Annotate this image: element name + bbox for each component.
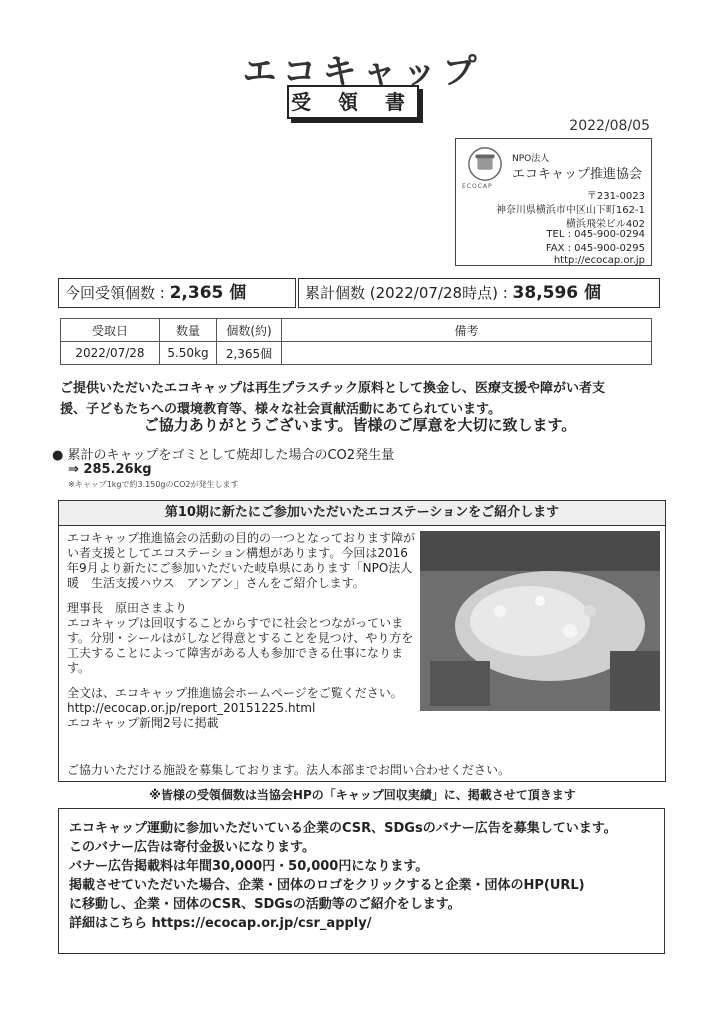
station-readmore: 全文は、エコキャップ推進協会ホームページをご覧ください。	[67, 686, 403, 700]
banner-line1: エコキャップ運動に参加いただいている企業のCSR、SDGsのバナー広告を募集しています。	[69, 821, 617, 836]
this-count-label: 今回受領個数 :	[65, 284, 170, 302]
org-address2: 横浜飛栄ビル402	[565, 219, 645, 230]
table-header-row	[61, 319, 652, 342]
banner-line4: 掲載させていただいた場合、企業・団体のロゴをクリックすると企業・団体のHP(URL)	[69, 878, 585, 893]
row-weight: 5.50kg	[160, 342, 217, 365]
org-tel: TEL : 045-900-0294	[546, 229, 645, 240]
eco-station-section	[58, 500, 666, 782]
header-count: 個数(約)	[217, 319, 282, 342]
org-name: エコキャップ推進協会	[512, 167, 643, 182]
org-address1: 神奈川県横浜市中区山下町162-1	[495, 205, 645, 216]
bottle-caps-photo	[420, 531, 660, 711]
total-count-label: 累計個数 (2022/07/28時点) :	[305, 284, 513, 302]
banner-line3: バナー広告掲載料は年間30,000円・50,000円になります。	[69, 859, 429, 874]
station-link[interactable]: http://ecocap.or.jp/report_20151225.html	[67, 701, 316, 715]
banner-line2: このバナー広告は寄付金扱いになります。	[69, 840, 315, 855]
station-quote-title: 理事長 原田さまより	[67, 601, 188, 615]
header-weight: 数量	[160, 319, 217, 342]
this-count-box	[58, 278, 296, 308]
total-count-value: 38,596 個	[512, 283, 602, 303]
org-postal: 〒231-0023	[586, 191, 645, 202]
ecocap-logo-icon	[466, 145, 504, 183]
page-title: エコキャップ	[242, 52, 483, 92]
station-paragraph: エコキャップ推進協会の活動の目的の一つとなっております障がい者支援としてエコステーション構想があります。今回は2016年9月より新たにご参加いただいた岐阜県にあります「NPO法人暖 生活支援ハウス アンアン」さんをご紹介します。	[67, 531, 416, 590]
results-note: ※皆様の受領個数は当協会HPの「キャップ回収実績」に、掲載させて頂きます	[149, 788, 576, 802]
org-type: NPO法人	[512, 154, 550, 164]
table-row	[61, 342, 652, 365]
org-info-box	[455, 138, 652, 266]
intro-line1: ご提供いただいたエコキャップは再生プラスチック原料として換金し、医療支援や障がい者支	[60, 381, 605, 396]
receipt-subtitle: 受 領 書	[287, 85, 419, 119]
station-newspaper: エコキャップ新聞2号に掲載	[67, 716, 219, 730]
receipt-table	[60, 318, 652, 365]
org-url[interactable]: http://ecocap.or.jp	[553, 255, 645, 266]
co2-note: ※キャップ1kgで約3.150gのCO2が発生します	[68, 480, 239, 489]
co2-bullet: ● 累計のキャップをゴミとして焼却した場合のCO2発生量	[52, 448, 395, 463]
co2-value: ⇒ 285.26kg	[68, 462, 152, 477]
co2-label: 累計のキャップをゴミとして焼却した場合のCO2発生量	[67, 448, 395, 463]
row-date: 2022/07/28	[61, 342, 160, 365]
header-remarks: 備考	[282, 319, 652, 342]
issue-date: 2022/08/05	[569, 118, 650, 134]
thanks-message: ご協力ありがとうございます。皆様のご厚意を大切に致します。	[143, 416, 577, 434]
station-quote: エコキャップは回収することからすでに社会とつながっています。分別・シールはがしなど得意とすることを見つけ、やり方を工夫することによって障害がある人も参加できる仕事になります。	[67, 616, 414, 675]
total-count-box	[298, 278, 660, 308]
banner-line6[interactable]: 詳細はこちら https://ecocap.or.jp/csr_apply/	[69, 916, 372, 931]
header-date: 受取日	[61, 319, 160, 342]
station-footer: ご協力いただける施設を募集しております。法人本部までお問い合わせください。	[67, 763, 511, 777]
banner-ad-box	[58, 808, 665, 954]
row-count: 2,365個	[217, 342, 282, 365]
station-heading: 第10期に新たにご参加いただいたエコステーションをご紹介します	[59, 501, 665, 526]
station-body	[67, 531, 417, 741]
row-remarks	[282, 342, 652, 365]
intro-line2: 援、子どもたちへの環境教育等、様々な社会貢献活動にあてられています。	[60, 402, 501, 417]
banner-line5: に移動し、企業・団体のCSR、SDGsの活動等のご紹介をします。	[69, 897, 461, 912]
logo-text: ECOCAP	[462, 183, 493, 190]
this-count-value: 2,365 個	[169, 283, 247, 303]
org-fax: FAX : 045-900-0295	[545, 243, 645, 254]
